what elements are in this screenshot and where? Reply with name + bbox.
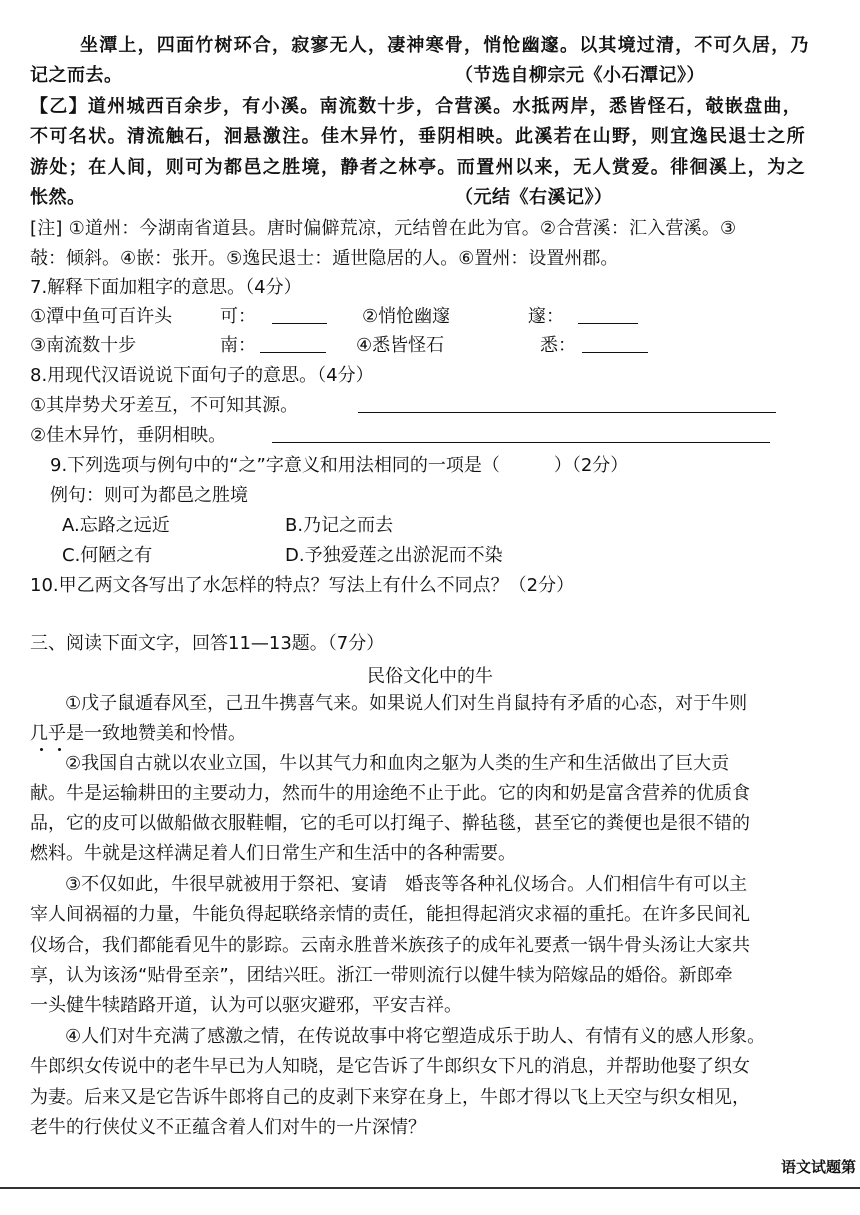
para-4-line-4: 老牛的行侠仗义不正蕴含着人们对牛的一片深情？ xyxy=(30,1117,426,1138)
passage-b-line-3: 游处；在人间，则可为都邑之胜境，静者之林亭。而置州以来，无人赏爱。徘徊溪上，为之 xyxy=(30,157,806,178)
q7-item-4: ④悉皆怪石 xyxy=(356,335,445,356)
q8-stem: 8.用现代汉语说说下面句子的意思。（4分） xyxy=(30,365,374,386)
q8-item-1: ①其岸势犬牙差互，不可知其源。 xyxy=(30,395,299,416)
para-2-line-2: 献。牛是运输耕田的主要动力，然而牛的用途绝不止于此。它的肉和奶是富含营养的优质食 xyxy=(30,783,750,804)
q9-stem: 9.下列选项与例句中的“之”字意义和用法相同的一项是（ ）（2分） xyxy=(50,455,629,476)
passage-a-line-2: 记之而去。 xyxy=(30,65,123,86)
q7-item-4-label: 悉： xyxy=(540,335,576,356)
para-2-line-4: 燃料。牛就是这样满足着人们日常生产和生活中的各种需要。 xyxy=(30,843,516,864)
q7-answer-4-blank[interactable] xyxy=(582,334,648,353)
para-3-line-5: 一头健牛犊踏路开道，认为可以驱灾避邪，平安吉祥。 xyxy=(30,995,462,1016)
q7-answer-2-blank[interactable] xyxy=(578,305,638,324)
q7-answer-3-blank[interactable] xyxy=(260,334,326,353)
passage-b-line-4: 怅然。 xyxy=(30,187,86,208)
para-4-line-1: ④人们对牛充满了感激之情，在传说故事中将它塑造成乐于助人、有情有义的感人形象。 xyxy=(65,1026,766,1047)
para-1-line-1: ①戊子鼠遁春风至，己丑牛携喜气来。如果说人们对生肖鼠持有矛盾的心态，对于牛则 xyxy=(65,693,748,714)
q8-item-2: ②佳木异竹，垂阴相映。 xyxy=(30,425,227,446)
q9-option-d: D.予独爱莲之出淤泥而不染 xyxy=(285,545,503,566)
q7-item-1: ①潭中鱼可百许头 xyxy=(30,306,173,327)
para-4-line-3: 为妻。后来又是它告诉牛郎将自己的皮剥下来穿在身上，牛郎才得以飞上天空与织女相见， xyxy=(30,1087,750,1108)
passage-b-line-1: 【乙】道州城西百余步，有小溪。南流数十步，合营溪。水抵两岸，悉皆怪石，攲嵌盘曲， xyxy=(30,96,802,117)
q9-option-a: A.忘路之远近 xyxy=(62,515,170,536)
q9-example: 例句：则可为都邑之胜境 xyxy=(50,485,248,506)
q9-option-c: C.何陋之有 xyxy=(62,545,153,566)
q8-answer-2-line[interactable] xyxy=(272,424,770,443)
para-3-line-3: 仪场合，我们都能看见牛的影踪。云南永胜普米族孩子的成年礼要煮一锅牛骨头汤让大家共 xyxy=(30,935,750,956)
para-2-line-3: 品，它的皮可以做船做衣服鞋帽，它的毛可以打绳子、擀毡毯，甚至它的粪便也是很不错的 xyxy=(30,813,750,834)
q7-answer-1-blank[interactable] xyxy=(272,305,327,324)
page-footer: 语文试题第 xyxy=(780,1158,856,1176)
q7-item-2-label: 邃： xyxy=(528,306,564,327)
para-4-line-2: 牛郎织女传说中的老牛早已为人知晓，是它告诉了牛郎织女下凡的消息，并帮助他娶了织女 xyxy=(30,1056,750,1077)
passage-a-source: （节选自柳宗元《小石潭记》） xyxy=(455,65,705,86)
para-1-line-2: 几乎是一致地赞美和怜惜。 xyxy=(30,723,246,744)
passage-b-line-2: 不可名状。清流触石，洄悬激注。佳木异竹，垂阴相映。此溪若在山野，则宜逸民退士之所 xyxy=(30,126,806,147)
q9-option-b: B.乃记之而去 xyxy=(285,515,394,536)
q10-stem: 10.甲乙两文各写出了水怎样的特点？写法上有什么不同点？（2分） xyxy=(30,575,575,596)
bottom-rule xyxy=(0,1187,860,1189)
passage-b-source: （元结《右溪记》） xyxy=(455,187,613,208)
q7-stem: 7.解释下面加粗字的意思。（4分） xyxy=(30,277,302,298)
para-3-line-4: 享，认为该汤“贴骨至亲”，团结兴旺。浙江一带则流行以健牛犊为陪嫁品的婚俗。新郎牵 xyxy=(30,965,733,986)
emphasis-dot xyxy=(40,748,43,751)
q7-item-2: ②悄怆幽邃 xyxy=(362,306,451,327)
para-3-line-2: 宰人间祸福的力量，牛能负得起联络亲情的责任，能担得起消灾求福的重托。在许多民间礼 xyxy=(30,904,750,925)
passage-a-line-1: 坐潭上，四面竹树环合，寂寥无人，凄神寒骨，悄怆幽邃。以其境过清，不可久居，乃 xyxy=(80,35,810,56)
q7-item-1-label: 可： xyxy=(220,306,256,327)
note-line-2: 攲：倾斜。④嵌：张开。⑤逸民退士：遁世隐居的人。⑥置州：设置州郡。 xyxy=(30,248,619,269)
section-3-heading: 三、阅读下面文字，回答11—13题。（7分） xyxy=(30,633,385,654)
note-line-1: [注] ①道州：今湖南省道县。唐时偏僻荒凉，元结曾在此为官。②合营溪：汇入营溪。③ xyxy=(30,218,737,239)
q8-answer-1-line[interactable] xyxy=(358,394,776,413)
para-2-line-1: ②我国自古就以农业立国，牛以其气力和血肉之躯为人类的生产和生活做出了巨大贡 xyxy=(65,753,730,774)
article-title: 民俗文化中的牛 xyxy=(367,666,493,687)
emphasis-dot xyxy=(58,748,61,751)
q7-item-3-label: 南： xyxy=(220,335,256,356)
para-3-line-1: ③不仅如此，牛很早就被用于祭祀、宴请 婚丧等各种礼仪场合。人们相信牛有可以主 xyxy=(65,874,748,895)
q7-item-3: ③南流数十步 xyxy=(30,335,137,356)
